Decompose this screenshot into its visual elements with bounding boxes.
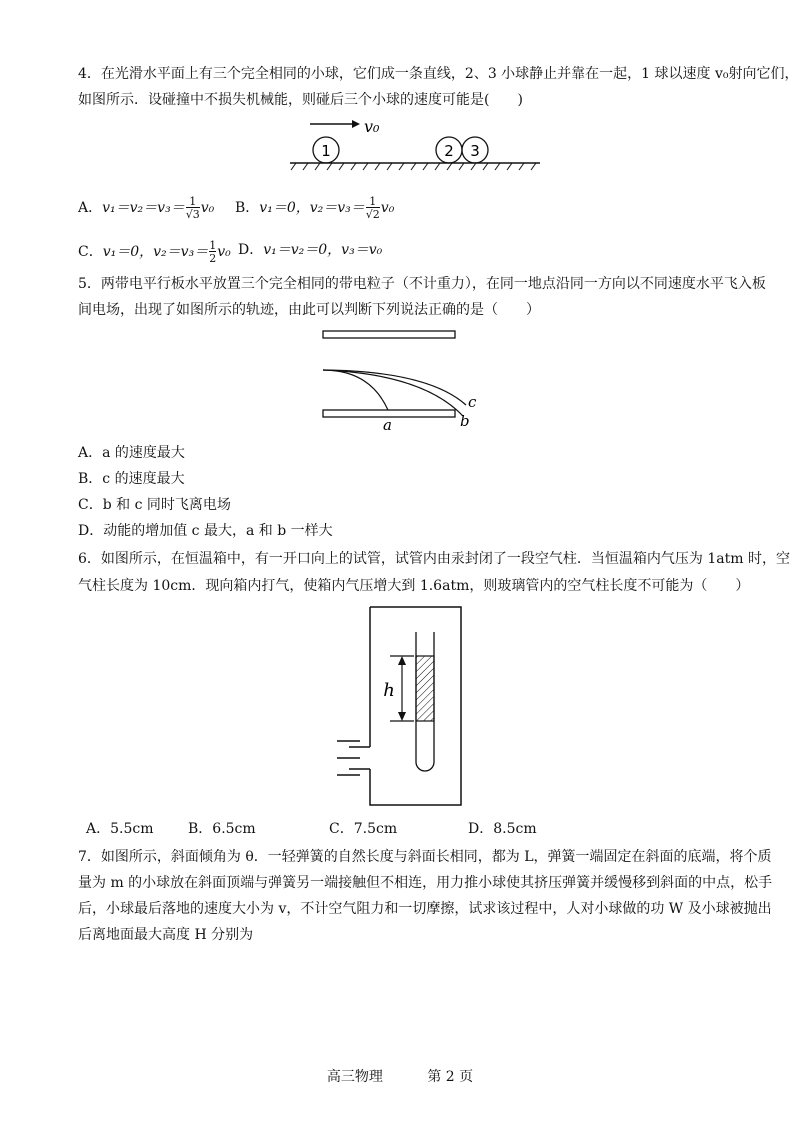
q4-option-b[interactable]: B．v₁＝0，v₂＝v₃＝ $\frac{1}{√2}$ v₀ [235, 195, 395, 221]
q4-ball-3-label: 3 [470, 142, 480, 160]
q5-parallel-plates-figure [318, 326, 488, 434]
q4-option-d[interactable]: D．v₁＝v₂＝0，v₃＝v₀ [238, 242, 383, 258]
q4-option-c[interactable]: C．v₁＝0，v₂＝v₃＝ $\frac{1}{2}$ v₀ [78, 239, 231, 265]
q4-velocity-label: v₀ [364, 117, 380, 136]
q7-stem-line3: 后，小球最后落地的速度大小为 v，不计空气阻力和一切摩擦，试求该过程中，人对小球做的功 W 及小球被抛出 [78, 901, 772, 917]
q5-label-a: a [383, 416, 392, 434]
q5-trajectory-b [323, 370, 463, 416]
q5-label-c: c [468, 393, 477, 411]
q7-stem-line4: 后离地面最大高度 H 分别为 [78, 927, 254, 943]
q7-stem-line2: 量为 m 的小球放在斜面顶端与弹簧另一端接触但不相连，用力推小球使其挤压弹簧并缓慢移到斜面的中点，松手 [78, 875, 773, 891]
q4-option-b-fraction: $\frac{1}{√2}$ [365, 195, 380, 221]
q4-ball-1-label: 1 [321, 142, 331, 160]
q6-label-h: h [383, 680, 395, 701]
q4-option-a-fraction: $\frac{1}{√3}$ [185, 195, 200, 221]
q6-option-c[interactable]: C．7.5cm [329, 821, 398, 837]
q6-option-a[interactable]: A．5.5cm [86, 821, 154, 837]
footer-subject: 高三物理 [326, 1069, 383, 1085]
q4-stem-line2: 如图所示．设碰撞中不损失机械能，则碰后三个小球的速度可能是( ) [78, 92, 523, 108]
q6-mercury-column [416, 656, 434, 721]
q5-option-a[interactable]: A．a 的速度最大 [78, 445, 185, 461]
q5-option-b[interactable]: B．c 的速度最大 [78, 471, 185, 487]
q5-stem-line1: 5．两带电平行板水平放置三个完全相同的带电粒子（不计重力），在同一地点沿同一方向以不同速度水平飞入板 [78, 276, 766, 292]
q4-ball-2-label: 2 [444, 142, 454, 160]
footer-page-number: 第 2 页 [427, 1069, 474, 1085]
q5-option-d[interactable]: D．动能的增加值 c 最大，a 和 b 一样大 [78, 523, 333, 539]
q6-stem-line1: 6．如图所示，在恒温箱中，有一开口向上的试管，试管内由汞封闭了一段空气柱．当恒温箱内气压为 1atm 时，空 [78, 551, 790, 567]
q6-option-d[interactable]: D．8.5cm [468, 821, 537, 837]
q4-option-c-fraction: $\frac{1}{2}$ [209, 239, 217, 265]
q5-label-b: b [460, 412, 470, 430]
q4-collision-figure [290, 112, 545, 174]
q5-stem-line2: 间电场，出现了如图所示的轨迹，由此可以判断下列说法正确的是（ ） [78, 302, 540, 318]
q5-option-c[interactable]: C．b 和 c 同时飞离电场 [78, 497, 231, 513]
page-footer [0, 1066, 800, 1086]
q5-trajectory-c [323, 370, 466, 405]
q6-thermostat-box-figure [335, 604, 465, 810]
q6-stem-line2: 气柱长度为 10cm．现向箱内打气，使箱内气压增大到 1.6atm，则玻璃管内的空气柱长度不可能为（ ） [78, 578, 750, 594]
q7-stem-line1: 7．如图所示，斜面倾角为 θ．一轻弹簧的自然长度与斜面长相同，都为 L，弹簧一端固定在斜面的底端，将个质 [78, 849, 772, 865]
q6-option-b[interactable]: B．6.5cm [188, 821, 256, 837]
q4-stem-line1: 4．在光滑水平面上有三个完全相同的小球，它们成一条直线，2、3 小球静止并靠在一起，1 球以速度 v₀射向它们， [78, 66, 799, 82]
q4-option-a[interactable]: A．v₁＝v₂＝v₃＝ $\frac{1}{√3}$ v₀ [78, 195, 215, 221]
q4-ground-hatch [291, 163, 536, 170]
q5-top-plate [323, 331, 455, 338]
